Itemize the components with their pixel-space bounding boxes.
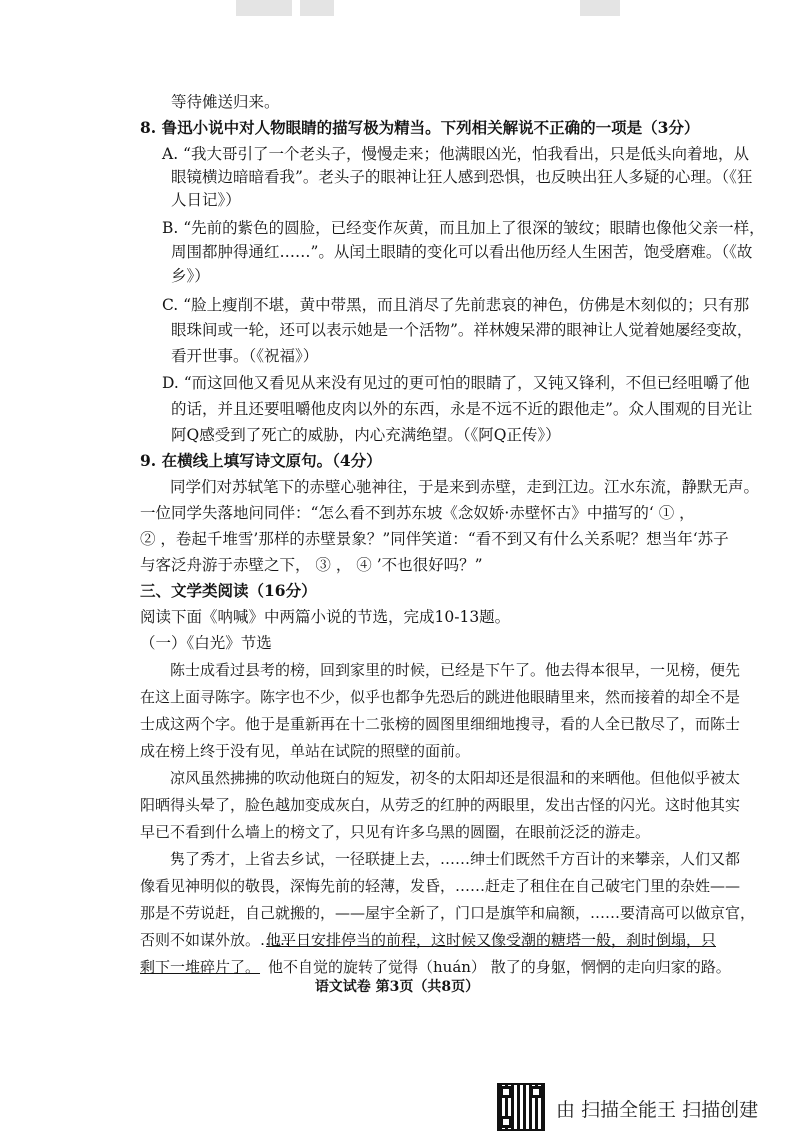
passage-line: 那是不劳说赶，自己就搬的，——屋宇全新了，门口是旗竿和扁额，……要清高可以做京官， — [140, 904, 756, 922]
option-a-line2: 眼镜横边暗暗看我”。老头子的眼神让狂人感到恐惧，也反映出狂人多疑的心理。（《狂 — [171, 168, 753, 186]
passage-line: 陈士成看过县考的榜，回到家里的时候，已经是下午了。他去得本很早，一见榜，便先 — [170, 661, 741, 679]
excerpt-title: （一）《白光》节选 — [140, 634, 272, 652]
passage-line: 阳晒得头晕了，脸色越加变成灰白，从劳乏的红肿的两眼里，发出古怪的闪光。这时他其实 — [140, 796, 741, 814]
passage-underlined: 他平日安排停当的前程，这时候又像受潮的糖塔一般，刹时倒塌，只 — [266, 931, 717, 949]
page-footer: 语文试卷 第3页（共8页） — [314, 979, 480, 995]
question-9: 9. 在横线上填写诗文原句。（4分） — [140, 451, 382, 470]
option-c-line2: 眼珠间或一轮，还可以表示她是一个活物”。祥林嫂呆滞的眼神让人觉着她屡经变故， — [171, 321, 753, 339]
question-9-text2: 一位同学失落地问同伴：“怎么看不到苏东坡《念奴娇·赤壁怀古》中描写的‘ ① ， — [140, 504, 695, 522]
passage-line: 凉风虽然拂拂的吹动他斑白的短发，初冬的太阳却还是很温和的来晒他。但他似乎被太 — [170, 769, 741, 787]
option-d-line3: 阿Q感受到了死亡的威胁，内心充满绝望。（《阿Q正传》） — [171, 426, 561, 444]
passage-line: 成在榜上终于没有见，单站在试院的照壁的面前。 — [140, 742, 471, 760]
question-9-text4: 与客泛舟游于赤壁之下， ③ ， ④ ’不也很好吗？” — [140, 556, 483, 574]
option-b-line2: 周围都肿得通红……”。从闰土眼睛的变化可以看出他历经人生困苦，饱受磨难。（《故 — [171, 243, 753, 261]
question-8: 8. 鲁迅小说中对人物眼睛的描写极为精当。下列相关解说不正确的一项是（3分） — [140, 118, 700, 137]
section-3-heading: 三、文学类阅读（16分） — [140, 581, 317, 600]
option-a-line3: 人日记》） — [171, 191, 241, 209]
scanner-watermark: 由 扫描全能王 扫描创建 — [556, 1099, 759, 1121]
passage-line: 隽了秀才，上省去乡试，一径联捷上去，……绅士们既然千方百计的来攀亲，人们又都 — [170, 850, 741, 868]
passage-line: 像看见神明似的敬畏，深悔先前的轻薄，发昏，……赶走了租住在自己破宅门里的杂姓—— — [140, 877, 741, 895]
option-c-line3: 看开世事。（《祝福》） — [171, 347, 319, 365]
option-a-line1: A. “我大哥引了一个老头子，慢慢走来；他满眼凶光，怕我看出，只是低头向着地，从 — [162, 145, 749, 163]
passage-line: 在这上面寻陈字。陈字也不少，似乎也都争先恐后的跳进他眼睛里来，然而接着的却全不是 — [140, 688, 741, 706]
option-d-line2: 的话，并且还要咀嚼他皮肉以外的东西，永是不远不近的跟他走”。众人围观的目光让 — [171, 400, 753, 418]
question-9-text3: ② ，卷起千堆雪’那样的赤壁景象？”同伴笑道：“看不到又有什么关系呢？想当年‘苏子 — [140, 530, 729, 548]
option-b-line1: B. “先前的紫色的圆脸，已经变作灰黄，而且加上了很深的皱纹；眼睛也像他父亲一样， — [162, 219, 765, 237]
question-9-text1: 同学们对苏轼笔下的赤壁心驰神往，于是来到赤壁，走到江边。江水东流，静默无声。 — [170, 478, 760, 496]
scan-smudge — [236, 0, 292, 16]
option-b-line3: 乡》） — [171, 267, 210, 285]
passage-line: 早已不看到什么墙上的榜文了，只见有许多乌黑的圆圈，在眼前泛泛的游走。 — [140, 823, 651, 841]
passage-line: 否则不如谋外放。…… — [140, 931, 291, 949]
option-c-line1: C. “脸上瘦削不堪，黄中带黑，而且消尽了先前悲哀的神色，仿佛是木刻似的；只有那 — [162, 296, 750, 314]
option-d-line1: D. “而这回他又看见从来没有见过的更可怕的眼睛了，又钝又锋利，不但已经咀嚼了他 — [162, 374, 750, 392]
scan-smudge — [580, 0, 620, 16]
scan-smudge — [300, 0, 334, 16]
passage-line: 士成这两个字。他于是重新再在十二张榜的圆图里细细地搜寻，看的人全已散尽了，而陈士 — [140, 715, 741, 733]
text-line: 等待傩送归来。 — [171, 93, 280, 111]
passage-line: 他不自觉的旋转了觉得（huán） 散了的身躯，惘惘的走向归家的路。 — [268, 958, 731, 976]
passage-underlined: 剩下一堆碎片了。 — [140, 958, 261, 976]
reading-instruction: 阅读下面《呐喊》中两篇小说的节选，完成10-13题。 — [140, 608, 511, 626]
